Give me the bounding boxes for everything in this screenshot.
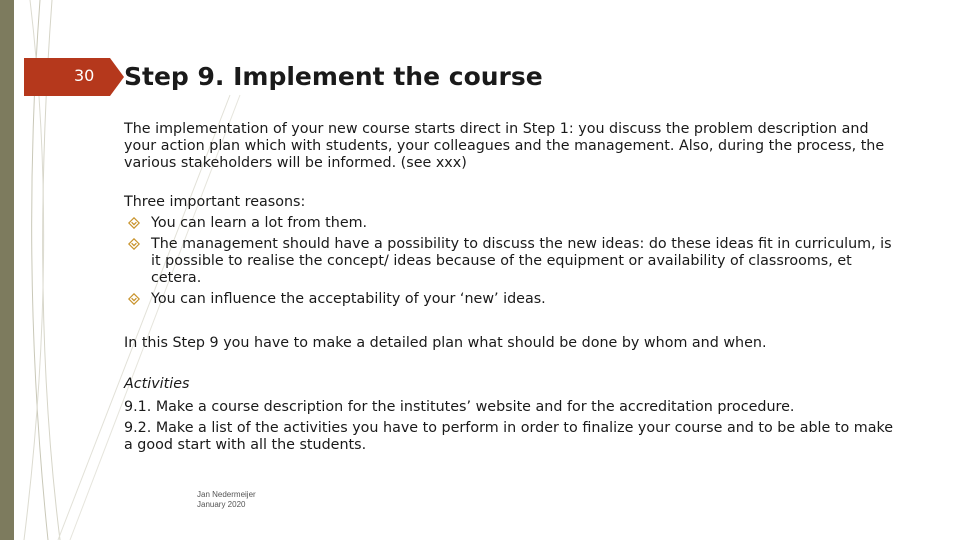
diamond-arrow-icon — [128, 293, 140, 305]
diamond-arrow-icon — [128, 217, 140, 229]
slide-title: Step 9. Implement the course — [124, 62, 543, 91]
footer-credit — [197, 490, 256, 510]
activity-item: 9.1. Make a course description for the institutes’ website and for the accreditation procedure. — [124, 399, 795, 415]
intro-paragraph: The implementation of your new course starts direct in Step 1: you discuss the problem description and your action plan which with students, your colleagues and the management. Also, during the process, the various stakeholders will be informed. (see xxx) — [124, 121, 885, 171]
reason-text: You can influence the acceptability of your ‘new’ ideas. — [151, 291, 546, 307]
reasons-list — [124, 215, 904, 312]
slide-number: 30 — [74, 66, 95, 85]
plan-paragraph: In this Step 9 you have to make a detailed plan what should be done by whom and when. — [124, 335, 767, 351]
activities-heading: Activities — [124, 376, 190, 392]
reason-text: You can learn a lot from them. — [151, 215, 368, 231]
footer-date: January 2020 — [197, 500, 246, 509]
slide-number-tab — [24, 58, 110, 96]
list-item — [124, 236, 904, 287]
reason-text: The management should have a possibility to discuss the new ideas: do these ideas fit in curriculum, is it possible to realise the concept/ ideas because of the equipment or availability of classrooms, et cetera. — [151, 236, 892, 286]
reasons-heading: Three important reasons: — [124, 194, 306, 210]
list-item — [124, 215, 904, 232]
author-name: Jan Nedermeijer — [197, 490, 256, 499]
diamond-arrow-icon — [128, 238, 140, 250]
list-item — [124, 291, 904, 308]
activity-item: 9.2. Make a list of the activities you have to perform in order to finalize your course and to be able to make a good start with all the students. — [124, 420, 894, 453]
